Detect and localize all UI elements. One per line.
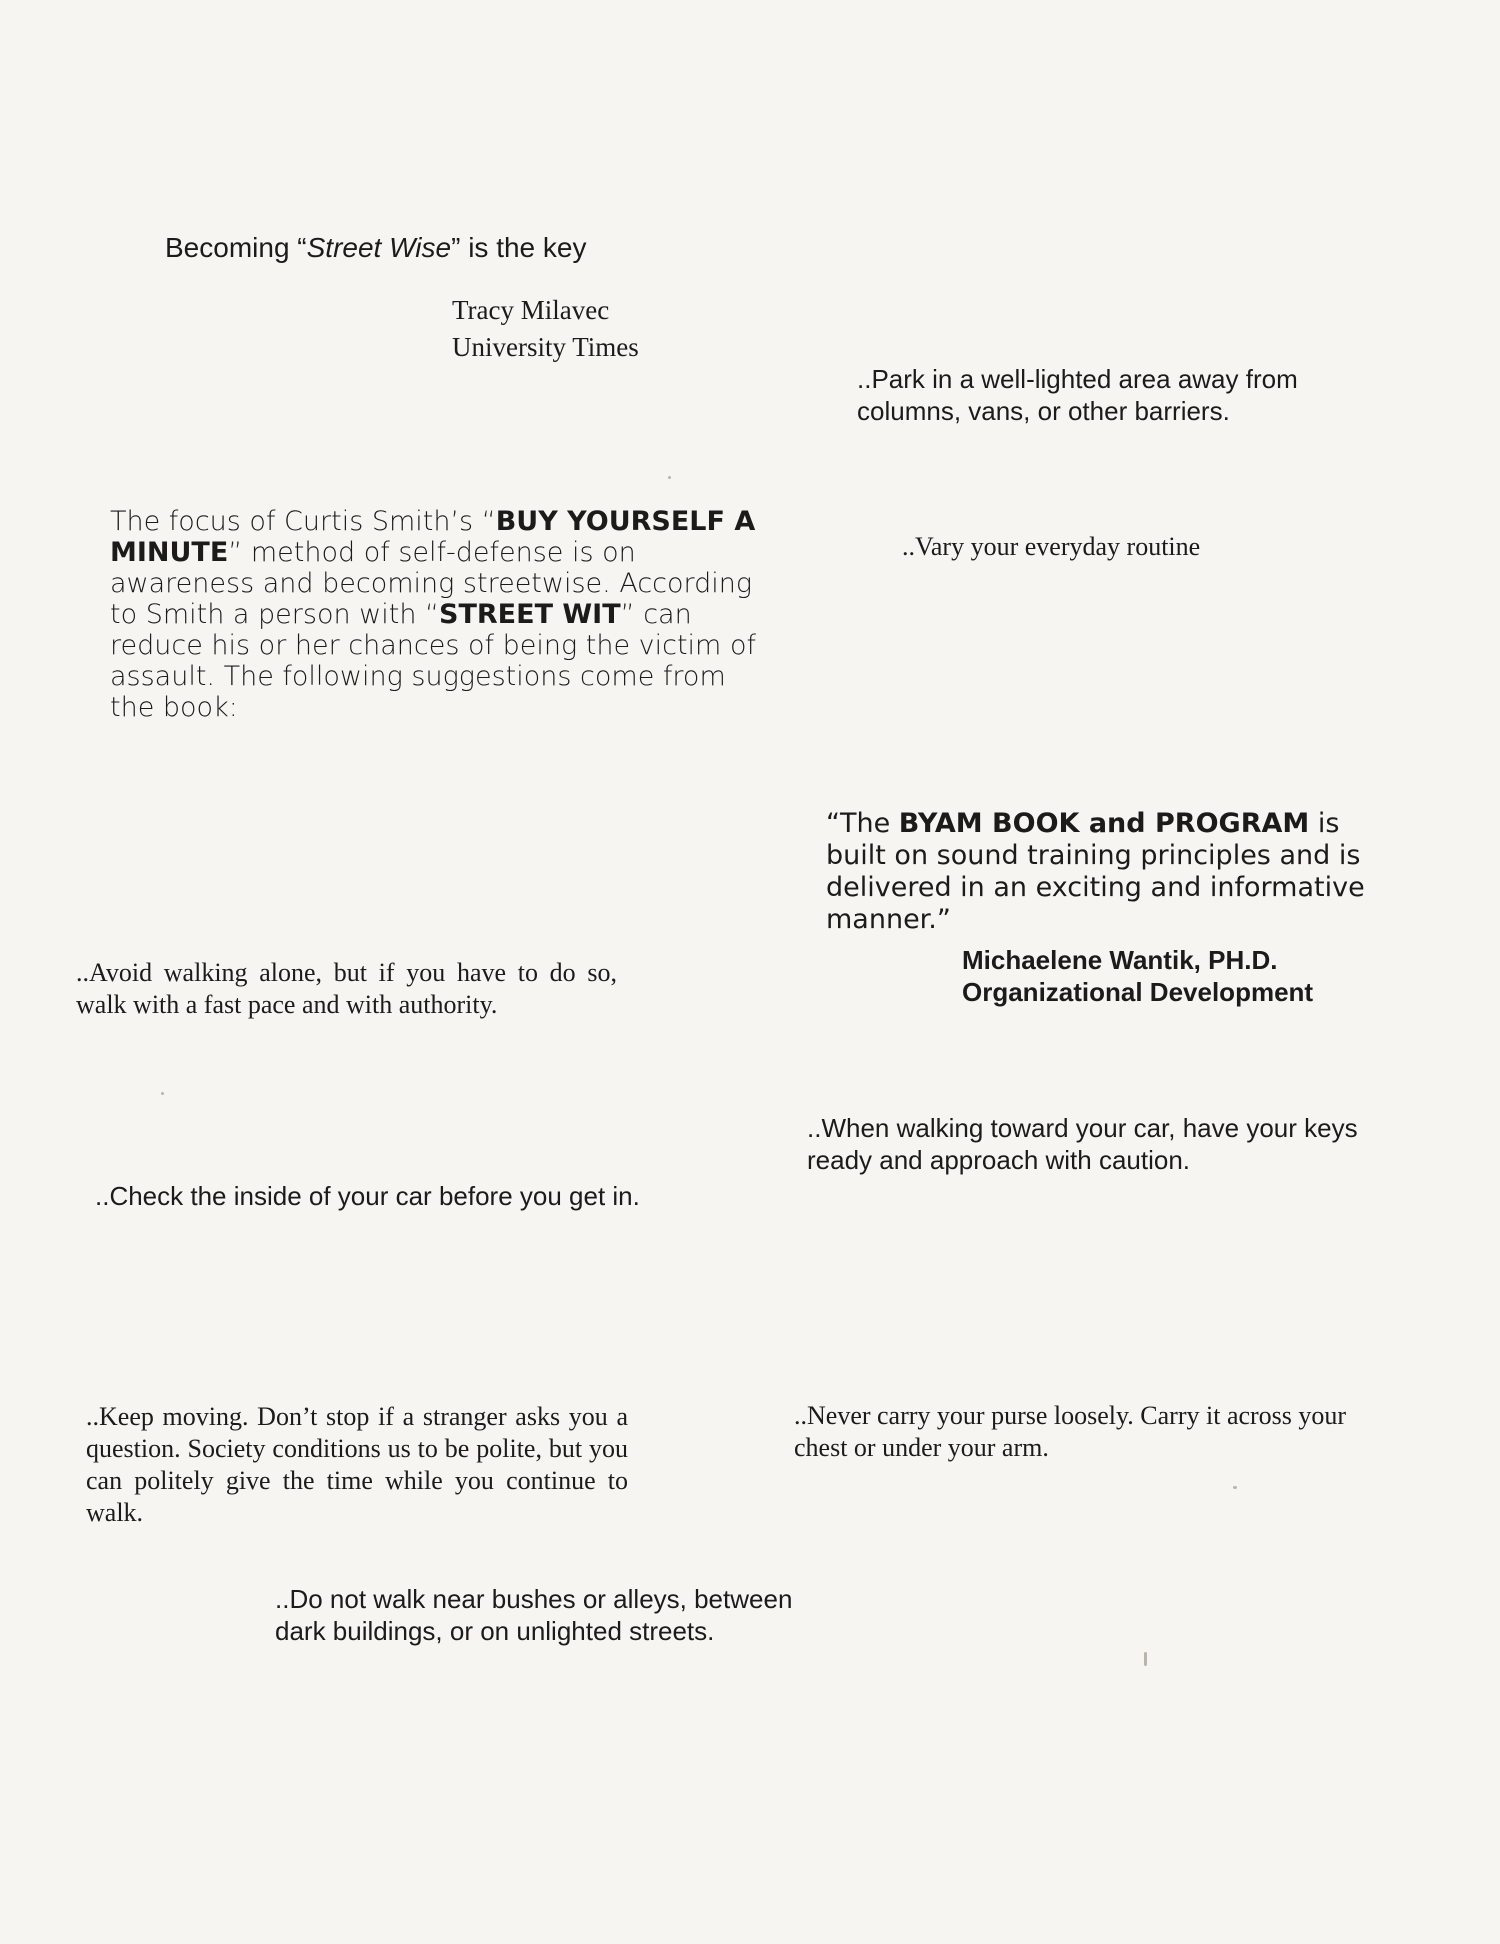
headline-before: Becoming <box>165 232 290 263</box>
intro-text-2: ” method of self-defense is on awareness and becoming streetwise. According to Smith a person with “ <box>110 537 753 630</box>
intro-text-1: The focus of Curtis Smith’s “ <box>110 506 496 537</box>
headline-emphasis: Street Wise <box>306 232 452 263</box>
quote-text-2: is built on sound training principles and is delivered in an exciting and informative manner.” <box>826 808 1365 935</box>
tip-avoid-bushes: ..Do not walk near bushes or alleys, between dark buildings, or on unlighted streets. <box>275 1584 793 1646</box>
headline-after: is the key <box>468 232 587 263</box>
intro-text-3: ” can reduce his or her chances of being the victim of assault. The following suggestions come from the book: <box>110 599 756 723</box>
testimonial-quote <box>826 808 1372 936</box>
intro-paragraph <box>110 506 770 723</box>
headline-close-quote: ” <box>451 232 461 263</box>
paper-speck <box>1233 1486 1237 1489</box>
paper-speck <box>668 476 671 479</box>
attribution-title: Organizational Development <box>962 977 1314 1007</box>
tip-purse: ..Never carry your purse loosely. Carry it across your chest or under your arm. <box>794 1401 1347 1462</box>
tip-keep-moving: ..Keep moving. Don’t stop if a stranger asks you a question. Society conditions us to be polite, but you can politely give the time while you continue to walk. <box>86 1402 628 1527</box>
tip-keys-ready: ..When walking toward your car, have your keys ready and approach with caution. <box>807 1113 1358 1175</box>
headline-open-quote: “ <box>297 232 307 263</box>
intro-book-title: BUY YOURSELF A MINUTE <box>110 506 756 568</box>
quote-program-name: BYAM BOOK and PROGRAM <box>898 808 1310 839</box>
byline-author: Tracy Milavec <box>452 295 610 325</box>
attribution-name: Michaelene Wantik, PH.D. <box>962 945 1278 975</box>
testimonial-attribution <box>962 944 1313 1008</box>
byline <box>452 292 639 366</box>
quote-text-1: “The <box>826 808 899 839</box>
tip-park: ..Park in a well-lighted area away from columns, vans, or other barriers. <box>857 364 1298 426</box>
tip-avoid-walking-alone: ..Avoid walking alone, but if you have to do so, walk with a fast pace and with authority. <box>76 958 617 1019</box>
headline <box>165 232 586 264</box>
intro-street-wit: STREET WIT <box>439 599 621 630</box>
paper-speck <box>1144 1652 1147 1666</box>
byline-publication: University Times <box>452 332 639 362</box>
tip-check-car: ..Check the inside of your car before you get in. <box>95 1181 640 1211</box>
tip-vary-routine: ..Vary your everyday routine <box>902 532 1201 561</box>
paper-speck <box>161 1092 164 1095</box>
